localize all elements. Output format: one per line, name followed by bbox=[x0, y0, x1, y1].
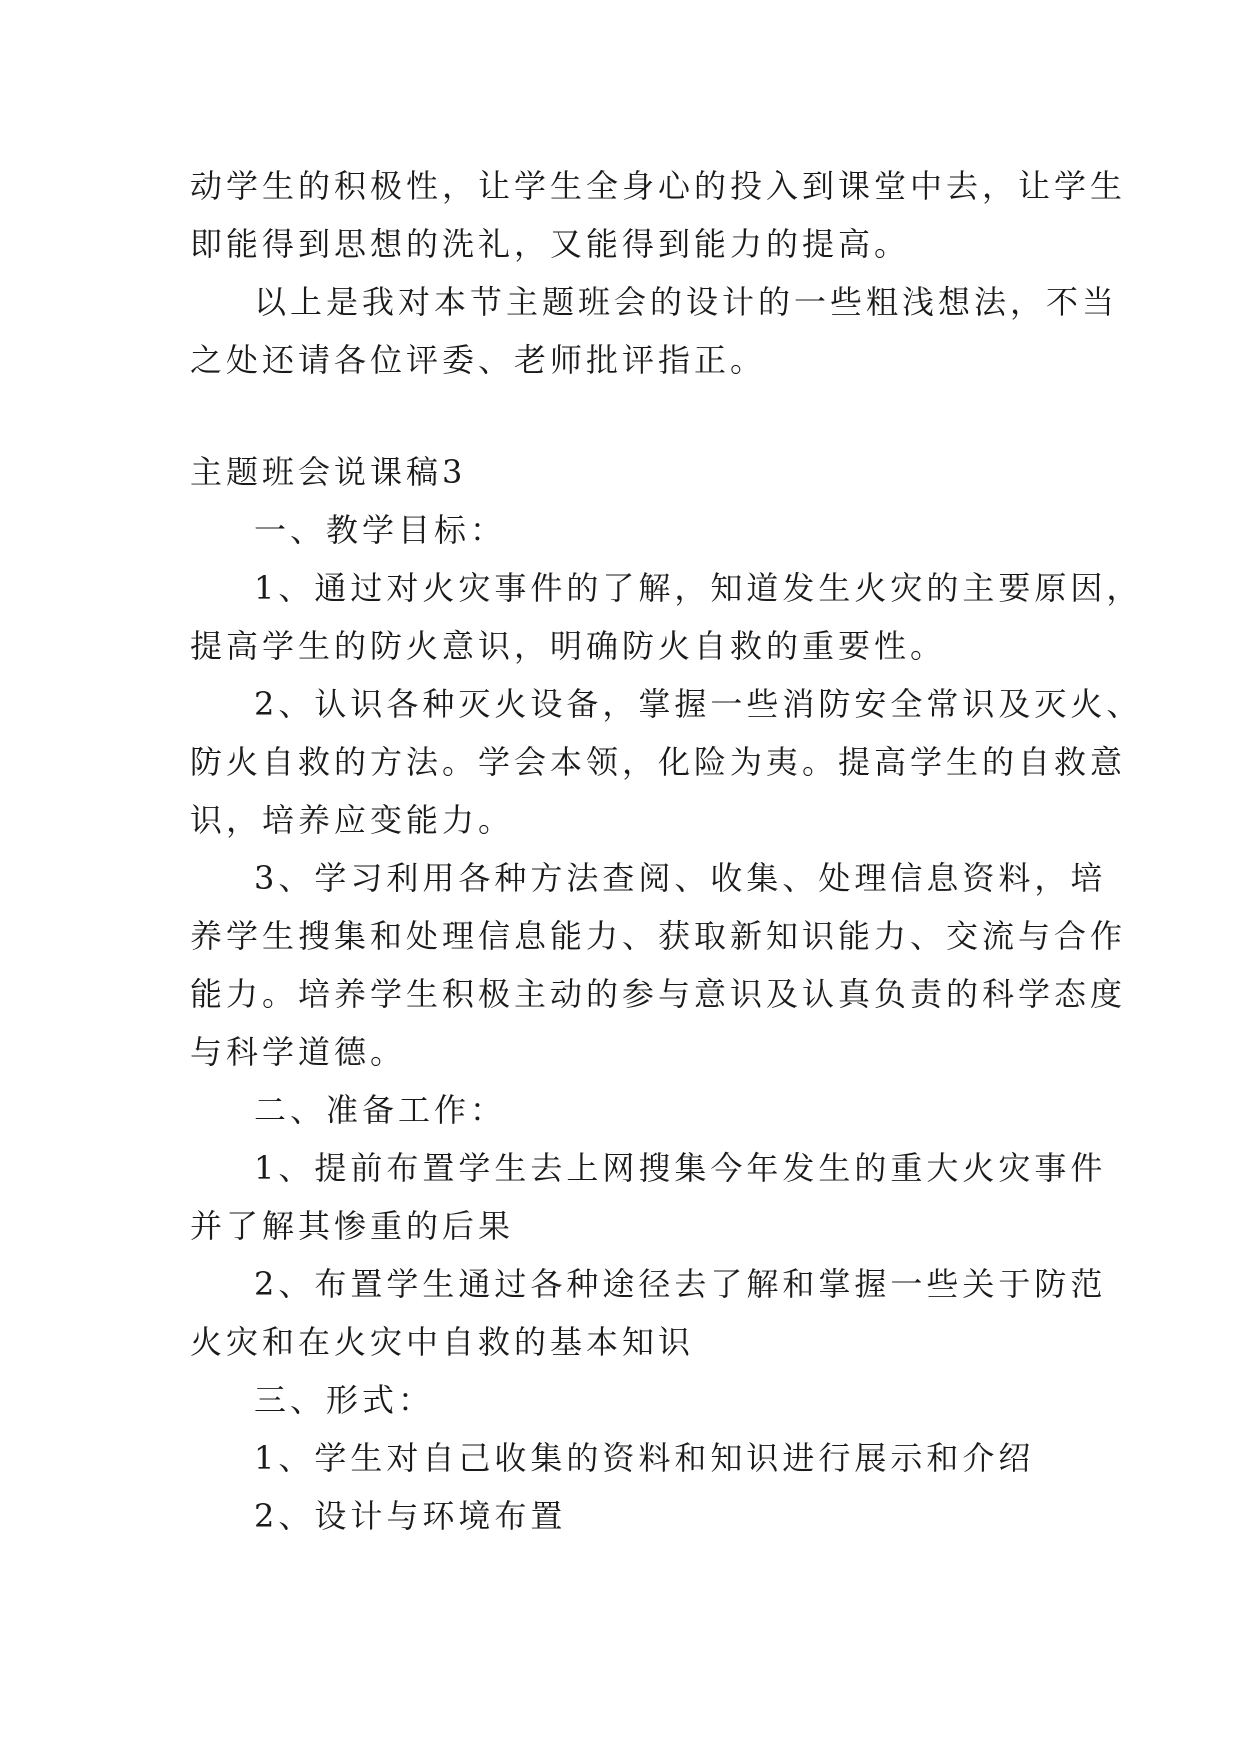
text-line: 2、布置学生通过各种途径去了解和掌握一些关于防范 bbox=[254, 1265, 1107, 1303]
text-line: 与科学道德。 bbox=[190, 1033, 407, 1071]
section-title: 主题班会说课稿3 bbox=[190, 453, 467, 491]
section-heading: 三、形式： bbox=[254, 1381, 435, 1419]
text-line: 识，培养应变能力。 bbox=[190, 801, 515, 839]
text-line: 防火自救的方法。学会本领，化险为夷。提高学生的自救意 bbox=[190, 743, 1127, 781]
text-line: 2、设计与环境布置 bbox=[254, 1497, 567, 1535]
text-line: 以上是我对本节主题班会的设计的一些粗浅想法，不当 bbox=[254, 283, 1119, 321]
text-line: 1、通过对火灾事件的了解，知道发生火灾的主要原因， bbox=[254, 569, 1143, 607]
text-line: 并了解其惨重的后果 bbox=[190, 1207, 515, 1245]
text-line: 提高学生的防火意识，明确防火自救的重要性。 bbox=[190, 627, 947, 665]
section-heading: 一、教学目标： bbox=[254, 511, 507, 549]
text-line: 之处还请各位评委、老师批评指正。 bbox=[190, 341, 767, 379]
text-line: 3、学习利用各种方法查阅、收集、处理信息资料，培 bbox=[254, 859, 1107, 897]
text-line: 1、提前布置学生去上网搜集今年发生的重大火灾事件 bbox=[254, 1149, 1107, 1187]
text-line: 火灾和在火灾中自救的基本知识 bbox=[190, 1323, 695, 1361]
text-line: 1、学生对自己收集的资料和知识进行展示和介绍 bbox=[254, 1439, 1035, 1477]
text-line: 即能得到思想的洗礼，又能得到能力的提高。 bbox=[190, 225, 911, 263]
section-heading: 二、准备工作： bbox=[254, 1091, 507, 1129]
text-line: 能力。培养学生积极主动的参与意识及认真负责的科学态度 bbox=[190, 975, 1127, 1013]
text-line: 2、认识各种灭火设备，掌握一些消防安全常识及灭火、 bbox=[254, 685, 1143, 723]
text-line: 动学生的积极性，让学生全身心的投入到课堂中去，让学生 bbox=[190, 167, 1127, 205]
text-line: 养学生搜集和处理信息能力、获取新知识能力、交流与合作 bbox=[190, 917, 1127, 955]
